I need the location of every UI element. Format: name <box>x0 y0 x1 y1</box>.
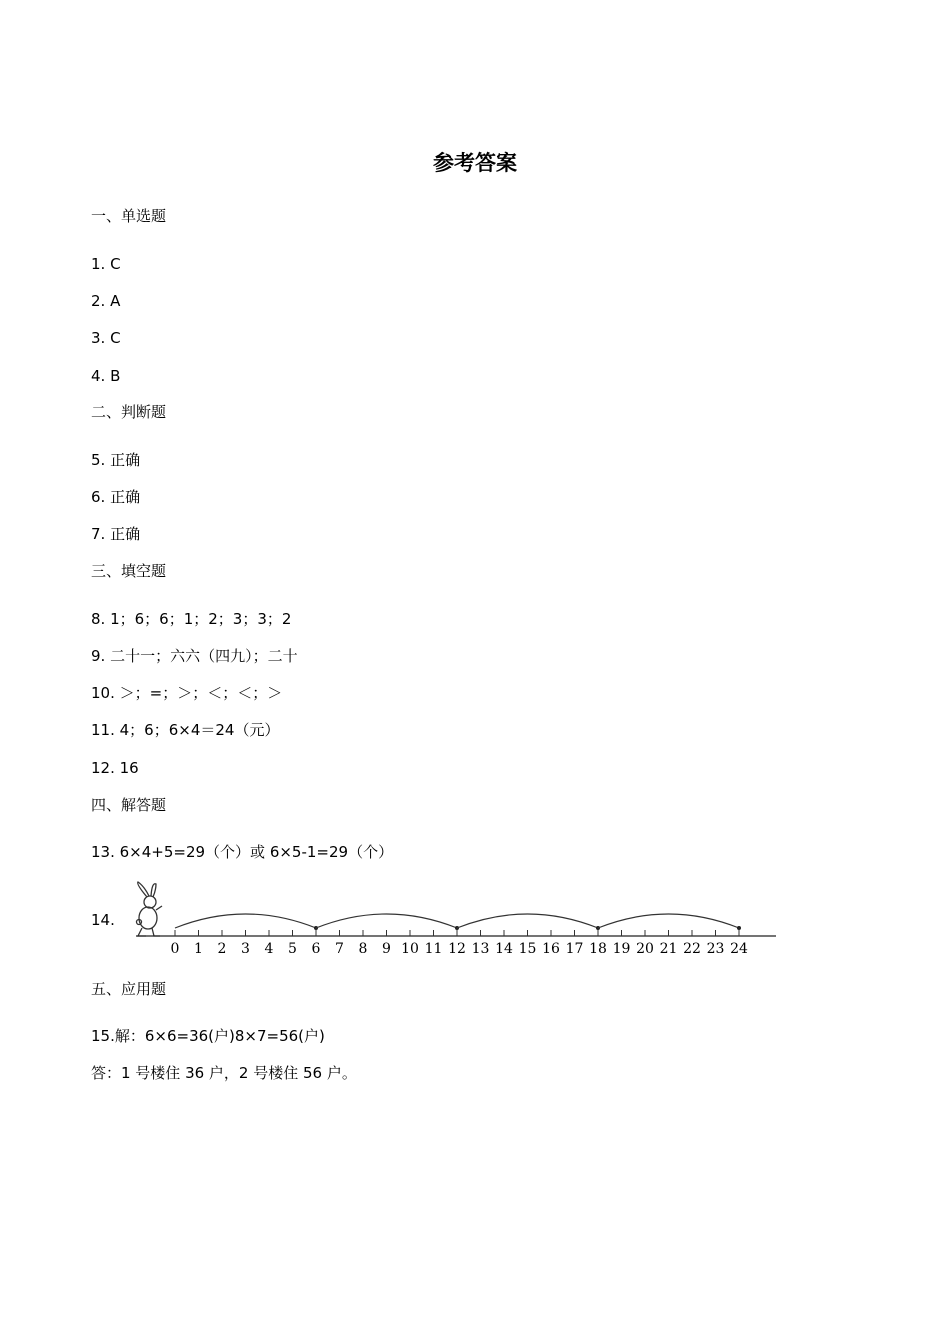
section-heading-single-choice: 一、单选题 <box>91 207 167 225</box>
number-line-tick-label: 0 <box>170 941 180 957</box>
answer-8: 8. 1；6；6；1；2；3；3；2 <box>91 610 292 628</box>
jump-arc <box>316 914 457 928</box>
number-line-tick-label: 5 <box>288 941 297 957</box>
answer-12: 12. 16 <box>91 759 139 777</box>
answer-11: 11. 4；6；6×4＝24（元） <box>91 721 280 739</box>
number-line-tick-label: 10 <box>401 941 419 957</box>
answer-15-conclusion: 答：1 号楼住 36 户，2 号楼住 56 户。 <box>91 1064 357 1082</box>
answer-15-solution: 15.解：6×6=36(户)8×7=56(户) <box>91 1027 325 1045</box>
answer-6: 6. 正确 <box>91 488 141 506</box>
number-line-tick-label: 1 <box>194 941 203 957</box>
number-line-tick-label: 7 <box>335 941 344 957</box>
jump-arrowhead <box>737 926 741 930</box>
answer-5: 5. 正确 <box>91 451 141 469</box>
number-line-tick-label: 19 <box>612 941 631 957</box>
number-line-tick-label: 15 <box>518 941 537 957</box>
number-line-tick-label: 9 <box>382 941 391 957</box>
number-line-tick-label: 2 <box>217 941 227 957</box>
number-line-tick-label: 18 <box>589 941 607 957</box>
answer-10: 10. ＞；=；＞；＜；＜；＞ <box>91 684 283 702</box>
answer-4: 4. B <box>91 367 121 385</box>
section-heading-application: 五、应用题 <box>91 980 167 998</box>
number-line-tick-label: 17 <box>565 941 584 957</box>
number-line-tick-label: 13 <box>471 941 490 957</box>
number-line-tick-label: 6 <box>311 941 321 957</box>
answer-3: 3. C <box>91 329 121 347</box>
number-line-tick-label: 14 <box>495 941 513 957</box>
number-line-tick-label: 4 <box>264 941 274 957</box>
number-line-tick-label: 21 <box>659 941 678 957</box>
jump-arc <box>598 914 739 928</box>
number-line-tick-label: 16 <box>542 941 560 957</box>
rabbit-icon <box>137 882 163 936</box>
section-heading-fill-blank: 三、填空题 <box>91 562 167 580</box>
number-line-figure <box>128 880 788 960</box>
number-line-tick-label: 12 <box>448 941 466 957</box>
answer-14-label: 14. <box>91 911 115 929</box>
number-line-tick-label: 20 <box>636 941 654 957</box>
number-line-tick-label: 22 <box>683 941 701 957</box>
section-heading-problem-solving: 四、解答题 <box>91 796 167 814</box>
section-heading-true-false: 二、判断题 <box>91 403 167 421</box>
jump-arc <box>457 914 598 928</box>
answer-13: 13. 6×4+5=29（个）或 6×5-1=29（个） <box>91 843 394 861</box>
answer-2: 2. A <box>91 292 121 310</box>
number-line-tick-label: 24 <box>730 941 748 957</box>
number-line-tick-label: 3 <box>241 941 250 957</box>
number-line-tick-label: 8 <box>358 941 368 957</box>
answer-9: 9. 二十一；六六（四九）；二十 <box>91 647 298 665</box>
number-line-tick-label: 11 <box>424 941 443 957</box>
number-line-tick-label: 23 <box>706 941 725 957</box>
jump-arc <box>175 914 316 928</box>
page-title: 参考答案 <box>433 151 517 175</box>
answer-1: 1. C <box>91 255 121 273</box>
answer-7: 7. 正确 <box>91 525 141 543</box>
